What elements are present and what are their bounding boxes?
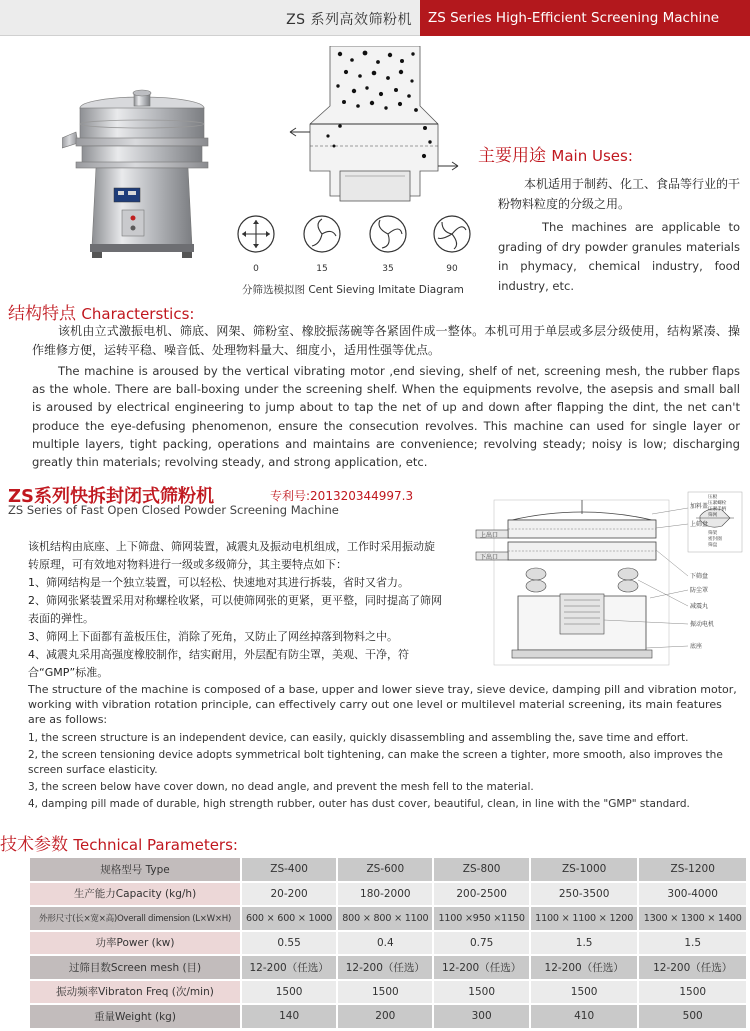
fast-open-description-cn — [28, 538, 442, 682]
fast-open-subtitle: ZS Series of Fast Open Closed Powder Screening Machine — [8, 503, 339, 517]
row-label: 外形尺寸(长×宽×高)Overall dimension (L×W×H) — [30, 907, 240, 930]
fast-open-structure-diagram — [452, 490, 744, 668]
table-cell: 12-200（任选） — [531, 956, 638, 979]
table-cell: 180-2000 — [338, 883, 432, 906]
table-cell: 200 — [338, 1005, 432, 1028]
row-label: 规格型号 Type — [30, 858, 240, 881]
characteristics-text-en: The machine is aroused by the vertical vibrating motor ,end sieving, shelf of net, screening mesh, the rubber flaps as the whole. There are ball-boxing under the screening shelf. When the equipments revolve, the asepsis and small ball is aroused by electrical engineering to jump about to tap the net of up and down after flapping the dint, the net can't produce the eye-defusing phenomenon, ensure the consecution revolves. This machine can used for single layer or multiple layers, tight packing, operations and maintains are convenience; revolving steady; noisy is low; discharging greatly thin materials; revolving steady, and strong application, etc. — [32, 364, 740, 470]
diagram-label-upper-outlet: 上出口 — [480, 532, 499, 539]
main-uses-text-cn: 本机适用于制药、化工、食品等行业的干粉物料粒度的分级之用。 — [498, 177, 741, 211]
table-cell: ZS-400 — [242, 858, 336, 881]
table-cell: 300-4000 — [639, 883, 746, 906]
sieve-angle-15: 15 — [316, 264, 328, 274]
table-cell: 0.75 — [434, 932, 528, 955]
table-cell: 1300 × 1300 × 1400 — [639, 907, 746, 930]
table-cell: 1500 — [338, 981, 432, 1004]
table-cell: 1500 — [434, 981, 528, 1004]
sieve-15-icon — [302, 214, 342, 254]
diagram-label-4: 减震丸 — [690, 603, 709, 610]
sieve-angle-0: 0 — [253, 264, 259, 274]
sieve-35-icon — [368, 214, 408, 254]
row-label: 功率Power (kw) — [30, 932, 240, 955]
table-cell: 1500 — [531, 981, 638, 1004]
table-row-power — [30, 932, 746, 955]
diagram-label-lower-outlet: 下出口 — [480, 554, 499, 561]
detail-label-3: 筛网 — [708, 513, 718, 518]
fast-open-intro-cn: 该机结构由底座、上下筛盘、筛网装置，减震丸及振动电机组成，工作时采用振动旋转原理，可有效地对物料进行一级或多级筛分，其主要特点如下： — [28, 540, 435, 571]
table-cell: 200-2500 — [434, 883, 528, 906]
table-row-dimension — [30, 907, 746, 930]
sieve-angle-35: 35 — [382, 264, 394, 274]
detail-label-0: 压板 — [708, 495, 718, 500]
header-banner — [0, 0, 750, 36]
main-uses-title-en: Main Uses: — [551, 147, 633, 165]
row-label: 生产能力Capacity (kg/h) — [30, 883, 240, 906]
sieve-0-icon — [236, 214, 276, 254]
table-cell: 12-200（任选） — [434, 956, 528, 979]
table-cell: 1.5 — [639, 932, 746, 955]
technical-parameters-title — [0, 830, 238, 855]
fast-open-intro-en: The structure of the machine is composed of a base, upper and lower sieve tray, sieve device, damping pill and vibration motor, working with vibration rotation principle, can effectively carry out one level or multilevel material screening, its main features are as follows: — [28, 683, 737, 726]
table-row-screen-mesh — [30, 956, 746, 979]
fast-open-point-1-en: 1, the screen structure is an independent device, can easily, quickly disassembling and assembling the, save time and effort. — [28, 732, 689, 744]
table-cell: 1.5 — [531, 932, 638, 955]
fast-open-title: ZS系列快拆封闭式筛粉机 — [8, 486, 215, 507]
table-cell: 140 — [242, 1005, 336, 1028]
diagram-label-3: 防尘罩 — [690, 587, 709, 594]
table-row-capacity — [30, 883, 746, 906]
table-cell: 12-200（任选） — [338, 956, 432, 979]
sieve-90-icon — [432, 214, 472, 254]
main-uses-title — [478, 141, 633, 166]
detail-label-5: 密封圈 — [708, 537, 722, 542]
technical-title-cn: 技术参数 — [0, 835, 68, 855]
table-cell: 1500 — [639, 981, 746, 1004]
fast-open-point-2-en: 2, the screen tensioning device adopts symmetrical bolt tightening, can make the screen a tighter, more smooth, also improves the screen surface elasticity. — [28, 749, 723, 776]
table-cell: ZS-600 — [338, 858, 432, 881]
characteristics-title — [8, 299, 194, 324]
diagram-label-6: 底座 — [690, 643, 703, 650]
header-left — [0, 0, 420, 36]
table-row-type — [30, 858, 746, 881]
table-cell: 1500 — [242, 981, 336, 1004]
detail-label-4: 筛架 — [708, 531, 718, 536]
fast-open-points-en — [28, 731, 740, 814]
fast-open-point-3-cn: 3、筛网上下面都有盖板压住，消除了死角，又防止了网丝掉落到物料之中。 — [28, 630, 398, 643]
diagram-label-5: 振动电机 — [690, 621, 715, 628]
table-cell: 1100 ×950 ×1150 — [434, 907, 528, 930]
row-label: 过筛目数Screen mesh (目) — [30, 956, 240, 979]
sieving-diagram-caption: 分筛选模拟图 Cent Sieving Imitate Diagram — [242, 284, 464, 296]
characteristics-text-cn: 该机由立式激振电机、筛底、网架、筛粉室、橡胶振荡碗等各紧固件成一整体。本机可用于单层或多层分级使用，结构紧凑、操作维修方便，运转平稳、噪音低、处理物料量大、细度小，适用性强等优点。 — [32, 324, 740, 357]
working-principle-diagram — [270, 46, 470, 212]
characteristics-title-cn: 结构特点 — [8, 304, 76, 324]
fast-open-point-4-cn: 4、减震丸采用高强度橡胶制作，结实耐用，外层配有防尘罩，美观、干净，符合“GMP”标准。 — [28, 648, 409, 679]
table-cell: 12-200（任选） — [242, 956, 336, 979]
table-cell: 20-200 — [242, 883, 336, 906]
row-label: 重量Weight (kg) — [30, 1005, 240, 1028]
table-cell: 0.4 — [338, 932, 432, 955]
table-cell: ZS-1000 — [531, 858, 638, 881]
screening-machine-image — [62, 88, 232, 263]
header-title-en: ZS Series High-Efficient Screening Machine — [428, 10, 720, 26]
table-cell: ZS-800 — [434, 858, 528, 881]
technical-title-en: Technical Parameters: — [73, 836, 238, 854]
header-right — [420, 0, 750, 36]
fast-open-point-3-en: 3, the screen below have cover down, no dead angle, and prevent the mesh fell to the material. — [28, 781, 534, 793]
diagram-label-2: 下筛盘 — [690, 573, 709, 580]
sieve-angle-90: 90 — [446, 264, 458, 274]
table-cell: 300 — [434, 1005, 528, 1028]
sieving-imitate-row — [234, 214, 474, 280]
table-row-vibration — [30, 981, 746, 1004]
main-uses-text-en: The machines are applicable to grading of dry powder granules materials in phymacy, chemical industry, food industry, etc. — [498, 220, 740, 293]
table-cell: 410 — [531, 1005, 638, 1028]
table-cell: 1100 × 1100 × 1200 — [531, 907, 638, 930]
table-cell: 12-200（任选） — [639, 956, 746, 979]
fast-open-point-2-cn: 2、筛网张紧装置采用对称螺栓收紧，可以使筛网张的更紧，更平整，同时提高了筛网表面的弹性。 — [28, 594, 442, 625]
table-cell: 500 — [639, 1005, 746, 1028]
detail-label-1: 压紧螺栓 — [708, 501, 727, 506]
fast-open-point-1-cn: 1、筛网结构是一个独立装置，可以轻松、快速地对其进行拆装，省时又省力。 — [28, 576, 409, 589]
header-title-cn: ZS 系列高效筛粉机 — [286, 12, 412, 28]
detail-label-6: 筛盘 — [708, 543, 718, 548]
table-cell: ZS-1200 — [639, 858, 746, 881]
table-row-weight — [30, 1005, 746, 1028]
main-uses-title-cn: 主要用途 — [478, 146, 546, 166]
table-cell: 0.55 — [242, 932, 336, 955]
characteristics-title-en: Characterstics: — [81, 305, 195, 323]
table-cell: 800 × 800 × 1100 — [338, 907, 432, 930]
fast-open-point-4-en: 4, damping pill made of durable, high strength rubber, outer has dust cover, beautiful, clean, in line with the "GMP" standard. — [28, 798, 690, 810]
row-label: 振动频率Vibraton Freq (次/min) — [30, 981, 240, 1004]
diagram-label-0: 加料盖 — [690, 503, 709, 510]
diagram-label-1: 上筛盘 — [690, 521, 709, 528]
detail-label-2: 压紧手柄 — [708, 507, 727, 512]
table-cell: 600 × 600 × 1000 — [242, 907, 336, 930]
table-cell: 250-3500 — [531, 883, 638, 906]
patent-number: 专利号:201320344997.3 — [270, 489, 414, 503]
technical-parameters-table — [28, 856, 748, 1030]
